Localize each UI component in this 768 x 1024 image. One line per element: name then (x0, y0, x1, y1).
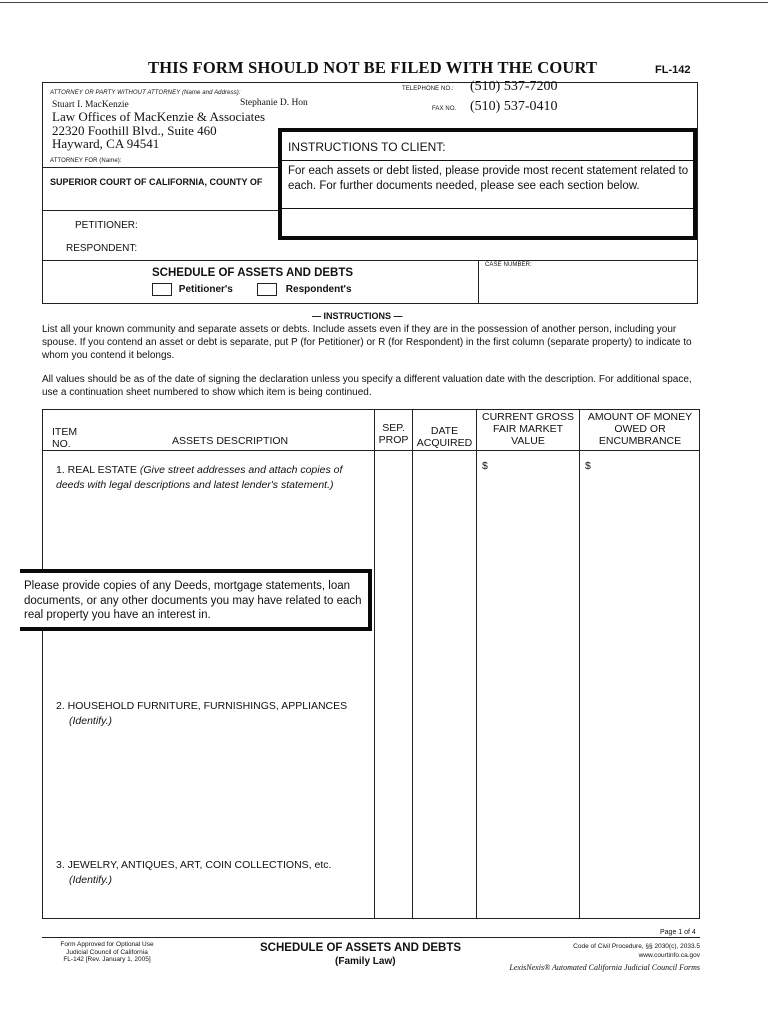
case-number-divider (478, 260, 479, 304)
client-instructions-title: INSTRUCTIONS TO CLIENT: (288, 140, 446, 154)
item-household-furniture-note: (Identify.) (69, 715, 112, 727)
client-instructions-bottom-rule (282, 208, 693, 209)
header-top-border (42, 82, 697, 83)
case-number-label: CASE NUMBER: (485, 262, 532, 268)
footer-rule (42, 937, 700, 938)
item-jewelry-antiques-note: (Identify.) (69, 874, 112, 886)
form-approval (42, 941, 172, 964)
table-header-rule (42, 450, 700, 451)
petitioner-label: PETITIONER: (75, 220, 138, 231)
col-header-amount-owed: AMOUNT OF MONEY OWED OR ENCUMBRANCE (587, 411, 693, 447)
page-number: Page 1 of 4 (660, 929, 696, 936)
respondent-option (257, 283, 352, 296)
instructions-paragraph-1: List all your known community and separate assets or debts. Include assets even if they are in the possession of another person, including your spouse. If you contend an asset or debt is separate, put P (for Petitioner) or R (for Respondent) in the first column (separate property) to indicate to whom you contend it belongs. (42, 324, 692, 361)
attorney-name-1: Stuart I. MacKenzie (52, 100, 129, 110)
footer-subtitle: (Family Law) (335, 956, 396, 967)
form-approval-line-3: FL-142 [Rev. January 1, 2005] (63, 956, 151, 963)
form-code: FL-142 (655, 64, 691, 76)
item-household-furniture (56, 699, 371, 729)
col-divider-owed (579, 409, 580, 919)
col-header-market-value: CURRENT GROSS FAIR MARKET VALUE (482, 411, 574, 447)
attorney-street: 22320 Foothill Blvd., Suite 460 (52, 123, 217, 138)
form-approval-line-1: Form Approved for Optional Use (60, 941, 154, 948)
owed-dollar-sign: $ (585, 460, 591, 472)
telephone-label: TELEPHONE NO.: (402, 86, 454, 92)
item-jewelry-antiques-title: 3. JEWELRY, ANTIQUES, ART, COIN COLLECTIONS, etc. (56, 859, 332, 871)
attorney-label: ATTORNEY OR PARTY WITHOUT ATTORNEY (Name and Address): (50, 90, 241, 96)
schedule-top-border (42, 260, 697, 261)
courtinfo-url: www.courtinfo.ca.gov (638, 952, 700, 959)
col-header-description: ASSETS DESCRIPTION (172, 435, 289, 447)
col-header-item: ITEM NO. (52, 426, 78, 450)
respondent-checkbox[interactable] (257, 283, 277, 296)
item-real-estate (56, 463, 366, 493)
telephone-value: (510) 537-7200 (470, 79, 558, 94)
instructions-paragraph-2: All values should be as of the date of signing the declaration unless you specify a different valuation date with the description. For additional space, use a continuation sheet numbered to show which item is being continued. (42, 374, 692, 398)
client-instructions-text: For each assets or debt listed, please provide most recent statement related to each. For further documents needed, please see each section below. (288, 165, 689, 192)
header-left-border (42, 82, 43, 304)
petitioner-option (152, 283, 233, 296)
court-label: SUPERIOR COURT OF CALIFORNIA, COUNTY OF (50, 177, 263, 187)
attorney-for-label: ATTORNEY FOR (Name): (50, 158, 122, 164)
col-header-sep-prop: SEP. PROP (378, 422, 409, 446)
respondent-option-label: Respondent's (285, 284, 352, 296)
item-jewelry-antiques (56, 858, 371, 888)
real-estate-note-box (20, 569, 372, 631)
item-real-estate-title: 1. REAL ESTATE (56, 464, 137, 476)
petitioner-option-label: Petitioner's (178, 284, 233, 296)
petitioner-checkbox[interactable] (152, 283, 172, 296)
schedule-title: SCHEDULE OF ASSETS AND DEBTS (152, 267, 354, 279)
publisher-line: LexisNexis® Automated California Judicial Council Forms (509, 963, 700, 972)
client-instructions-box (278, 128, 697, 240)
footer-title: SCHEDULE OF ASSETS AND DEBTS (260, 942, 462, 954)
respondent-label: RESPONDENT: (66, 243, 138, 254)
value-dollar-sign: $ (482, 460, 488, 472)
instructions-heading: — INSTRUCTIONS — (312, 311, 403, 321)
col-header-date-acquired: DATE ACQUIRED (416, 425, 473, 449)
form-approval-line-2: Judicial Council of California (66, 948, 148, 956)
attorney-city: Hayward, CA 94541 (52, 136, 160, 151)
attorney-firm: Law Offices of MacKenzie & Associates (52, 109, 266, 124)
code-citation: Code of Civil Procedure, §§ 2030(c), 2033.5 (573, 943, 700, 950)
top-edge-line (0, 2, 768, 3)
attorney-name-2: Stephanie D. Hon (240, 98, 308, 108)
item-household-furniture-title: 2. HOUSEHOLD FURNITURE, FURNISHINGS, APPLIANCES (56, 700, 348, 712)
page-title: THIS FORM SHOULD NOT BE FILED WITH THE COURT (148, 58, 598, 77)
col-divider-date (412, 409, 413, 919)
item-real-estate-note: (Give street addresses and attach copies of deeds with legal descriptions and latest lender's statement.) (56, 464, 343, 491)
real-estate-note-text: Please provide copies of any Deeds, mortgage statements, loan documents, or any other documents you may have related to each real property you have an interest in. (24, 580, 362, 621)
fax-label: FAX NO. (432, 106, 457, 112)
fax-value: (510) 537-0410 (470, 99, 558, 114)
client-instructions-title-rule (282, 160, 693, 161)
header-bottom-border (42, 303, 697, 304)
header-right-border (697, 82, 698, 304)
col-divider-sep (374, 409, 375, 919)
col-divider-value (476, 409, 477, 919)
